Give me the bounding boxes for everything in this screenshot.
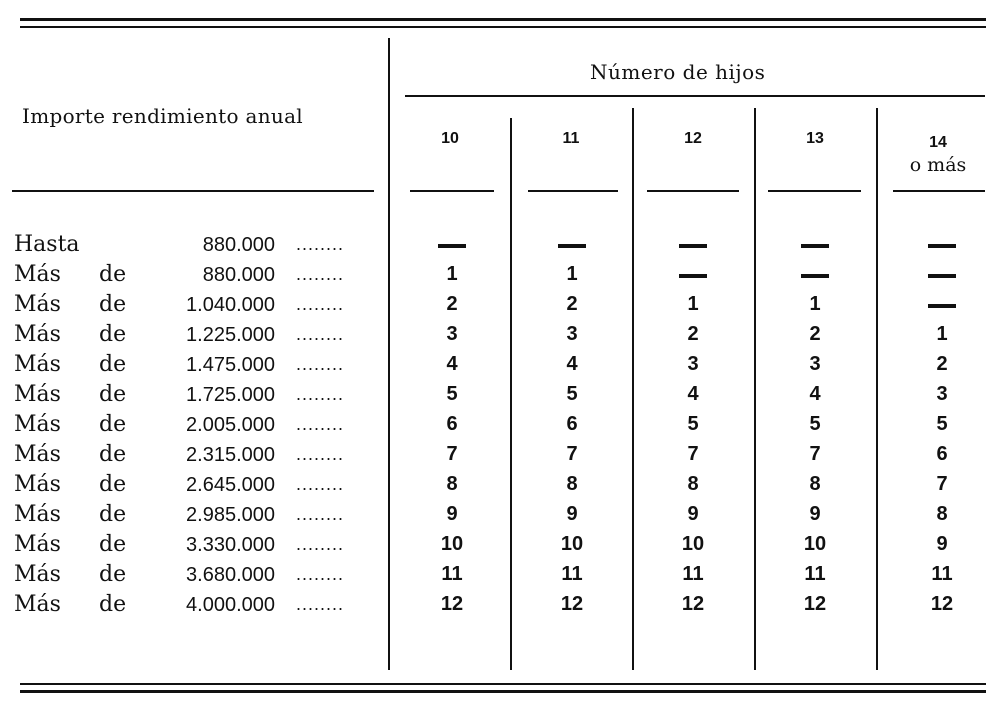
table-cell: 3 (936, 383, 948, 405)
table-row (0, 232, 1000, 260)
table-cell: 1 (687, 293, 699, 315)
table-cell: 11 (682, 563, 704, 585)
col-rule-12 (647, 190, 739, 192)
column-header-10: 10 (441, 130, 459, 147)
table-cell (912, 293, 972, 316)
col-rule-11 (528, 190, 618, 192)
table-cell: 12 (440, 593, 464, 615)
column-header-14-number: 14 (929, 134, 947, 151)
row-leader-dots: ........ (296, 324, 345, 344)
table-cell: 12 (930, 593, 954, 615)
table-cell (542, 233, 602, 256)
table-row (0, 352, 1000, 380)
table-row (0, 292, 1000, 320)
table-cell: 4 (687, 383, 699, 405)
column-header-14-suffix: o más (909, 154, 967, 176)
table-cell: 2 (936, 353, 948, 375)
table-cell: 7 (936, 473, 948, 495)
table-cell: 9 (809, 503, 821, 525)
col-rule-13 (768, 190, 861, 192)
row-connector: de (99, 562, 127, 587)
table-cell: 3 (687, 353, 699, 375)
table-cell: 8 (566, 473, 578, 495)
table-cell: 7 (566, 443, 578, 465)
table-cell (663, 233, 723, 256)
row-connector: de (99, 382, 127, 407)
row-leader-dots: ........ (296, 564, 345, 584)
bottom-rule-2 (20, 690, 986, 693)
row-leader-dots: ........ (296, 444, 345, 464)
table-cell: 6 (446, 413, 458, 435)
row-leader-dots: ........ (296, 474, 345, 494)
row-connector: de (99, 412, 127, 437)
table-row (0, 262, 1000, 290)
group-header-rule (405, 95, 985, 97)
table-cell: 1 (936, 323, 948, 345)
table-cell: 8 (687, 473, 699, 495)
table-cell: 8 (446, 473, 458, 495)
row-connector: de (99, 322, 127, 347)
row-amount: 4.000.000 (186, 594, 275, 616)
row-amount: 2.315.000 (186, 444, 275, 466)
bottom-rule-1 (20, 683, 986, 685)
dash-mark (801, 244, 829, 248)
table-cell: 12 (560, 593, 584, 615)
dash-mark (679, 274, 707, 278)
row-connector: de (99, 292, 127, 317)
row-leader-dots: ........ (296, 384, 345, 404)
row-amount: 2.985.000 (186, 504, 275, 526)
table-row (0, 592, 1000, 620)
table-row (0, 412, 1000, 440)
row-connector: de (99, 472, 127, 497)
table-cell (663, 263, 723, 286)
row-prefix: Más (14, 592, 61, 617)
table-cell: 8 (809, 473, 821, 495)
row-prefix: Más (14, 322, 61, 347)
table-cell: 2 (809, 323, 821, 345)
table-cell: 9 (936, 533, 948, 555)
table-cell: 12 (803, 593, 827, 615)
table-row (0, 562, 1000, 590)
row-amount: 1.225.000 (186, 324, 275, 346)
dash-mark (438, 244, 466, 248)
row-prefix: Más (14, 532, 61, 557)
row-amount: 880.000 (202, 264, 275, 286)
row-prefix: Más (14, 412, 61, 437)
table-cell: 5 (446, 383, 458, 405)
table-cell: 4 (566, 353, 578, 375)
dash-mark (928, 304, 956, 308)
table-cell: 11 (441, 563, 463, 585)
table-cell (785, 233, 845, 256)
table-row (0, 382, 1000, 410)
table-cell: 7 (687, 443, 699, 465)
table-cell: 3 (809, 353, 821, 375)
row-connector: de (99, 262, 127, 287)
table-cell: 5 (687, 413, 699, 435)
dash-mark (801, 274, 829, 278)
table-cell (785, 263, 845, 286)
row-amount: 1.725.000 (186, 384, 275, 406)
dash-mark (928, 244, 956, 248)
left-header-rule (12, 190, 374, 192)
row-connector: de (99, 352, 127, 377)
table-cell: 6 (566, 413, 578, 435)
table-cell (912, 233, 972, 256)
row-amount: 1.040.000 (186, 294, 275, 316)
row-leader-dots: ........ (296, 294, 345, 314)
table-row (0, 532, 1000, 560)
table-row (0, 502, 1000, 530)
col-rule-14 (893, 190, 985, 192)
table-cell: 11 (561, 563, 583, 585)
row-leader-dots: ........ (296, 504, 345, 524)
table-cell: 1 (809, 293, 821, 315)
table-cell: 7 (809, 443, 821, 465)
table-cell: 11 (804, 563, 826, 585)
table-cell: 10 (681, 533, 705, 555)
table-row (0, 442, 1000, 470)
row-amount: 1.475.000 (186, 354, 275, 376)
table-row (0, 472, 1000, 500)
table-cell: 5 (566, 383, 578, 405)
table-cell: 4 (446, 353, 458, 375)
row-prefix: Más (14, 262, 61, 287)
row-leader-dots: ........ (296, 234, 345, 254)
table-cell: 9 (446, 503, 458, 525)
row-amount: 3.330.000 (186, 534, 275, 556)
row-leader-dots: ........ (296, 534, 345, 554)
row-prefix: Más (14, 562, 61, 587)
row-leader-dots: ........ (296, 264, 345, 284)
column-header-11: 11 (562, 130, 580, 147)
column-header-14 (898, 130, 978, 176)
row-prefix: Más (14, 502, 61, 527)
table-cell: 9 (687, 503, 699, 525)
row-connector: de (99, 442, 127, 467)
row-prefix: Más (14, 292, 61, 317)
table-cell: 6 (936, 443, 948, 465)
column-header-13: 13 (806, 130, 824, 147)
left-column-header: Importe rendimiento anual (22, 104, 303, 128)
group-header: Número de hijos (590, 60, 766, 84)
row-amount: 880.000 (202, 234, 275, 256)
table-cell: 10 (440, 533, 464, 555)
column-header-12: 12 (684, 130, 702, 147)
table-cell (422, 233, 482, 256)
table-cell: 7 (446, 443, 458, 465)
row-leader-dots: ........ (296, 354, 345, 374)
row-connector: de (99, 592, 127, 617)
row-amount: 3.680.000 (186, 564, 275, 586)
table-cell: 10 (803, 533, 827, 555)
row-amount: 2.645.000 (186, 474, 275, 496)
table-cell: 5 (936, 413, 948, 435)
row-leader-dots: ........ (296, 594, 345, 614)
row-leader-dots: ........ (296, 414, 345, 434)
table-cell: 4 (809, 383, 821, 405)
row-prefix: Más (14, 472, 61, 497)
table-cell: 2 (687, 323, 699, 345)
table-cell: 1 (566, 263, 578, 285)
table-cell: 2 (566, 293, 578, 315)
table-cell: 11 (931, 563, 953, 585)
table-cell: 1 (446, 263, 458, 285)
dash-mark (558, 244, 586, 248)
table-cell: 2 (446, 293, 458, 315)
table-cell: 8 (936, 503, 948, 525)
row-prefix: Más (14, 442, 61, 467)
table-cell: 5 (809, 413, 821, 435)
table-cell: 9 (566, 503, 578, 525)
table-cell: 10 (560, 533, 584, 555)
col-rule-10 (410, 190, 494, 192)
dash-mark (679, 244, 707, 248)
table-cell: 3 (446, 323, 458, 345)
row-amount: 2.005.000 (186, 414, 275, 436)
top-rule-1 (20, 18, 986, 21)
dash-mark (928, 274, 956, 278)
table-cell (912, 263, 972, 286)
table-row (0, 322, 1000, 350)
row-connector: de (99, 502, 127, 527)
row-prefix: Más (14, 382, 61, 407)
table-cell: 3 (566, 323, 578, 345)
row-prefix: Hasta (14, 232, 80, 257)
table-cell: 12 (681, 593, 705, 615)
top-rule-2 (20, 26, 986, 28)
row-prefix: Más (14, 352, 61, 377)
row-connector: de (99, 532, 127, 557)
